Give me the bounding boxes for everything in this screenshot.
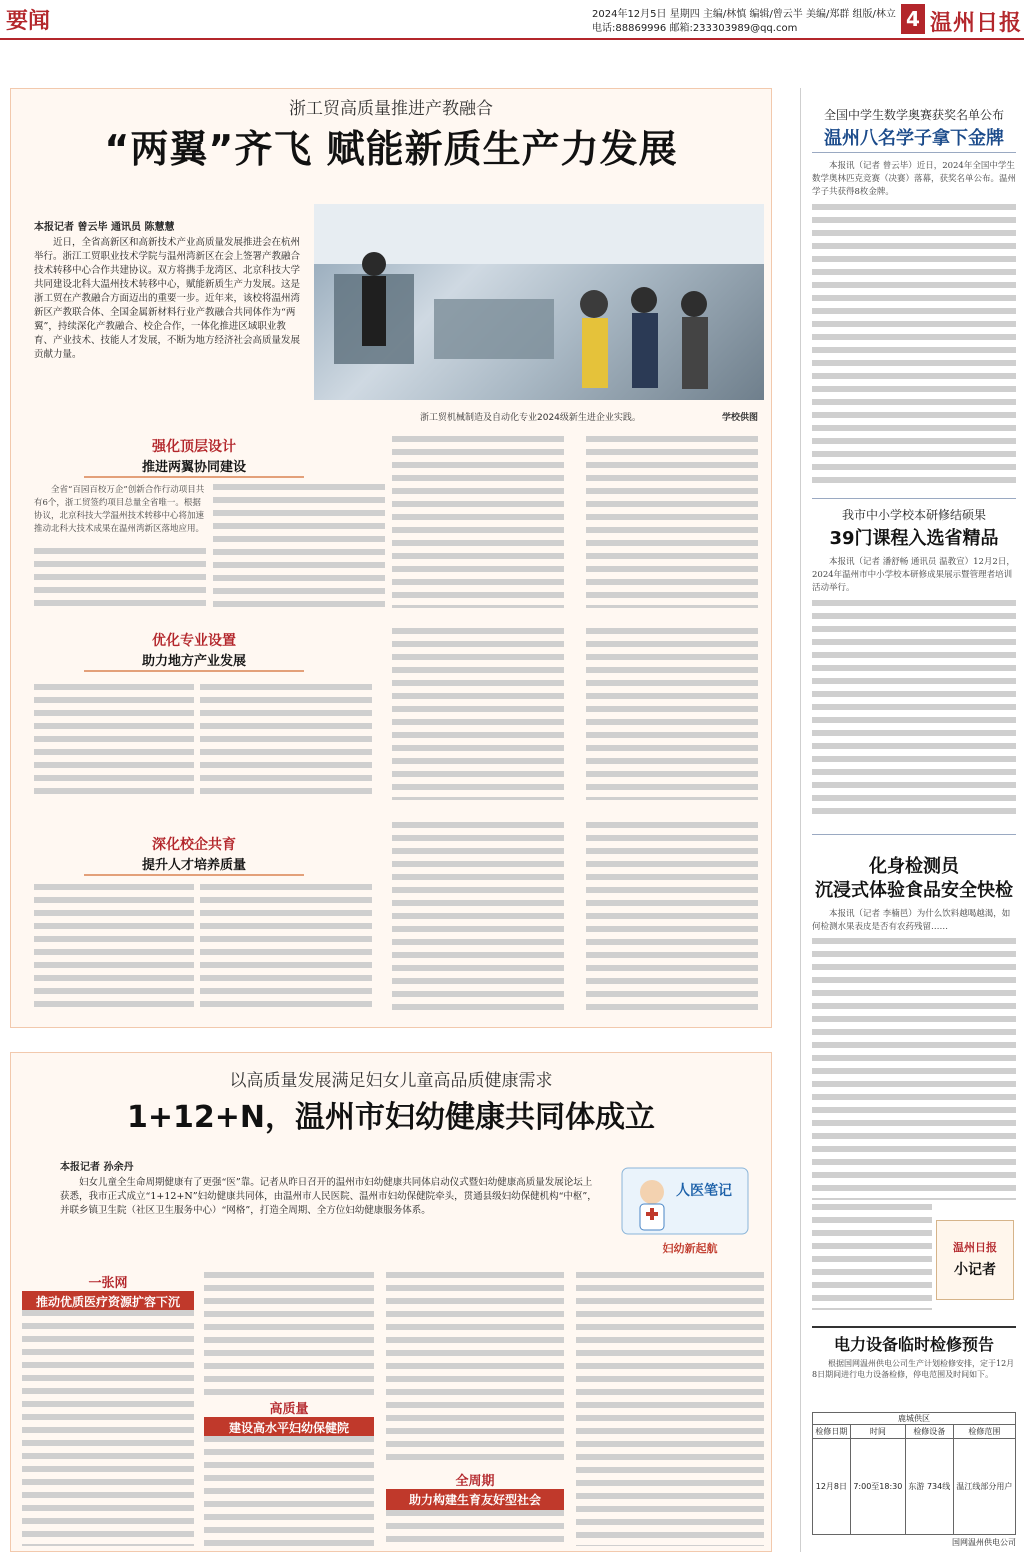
- text-column: [812, 1204, 932, 1310]
- text-column: [213, 484, 385, 608]
- maintenance-table: [812, 1424, 1016, 1535]
- text-column: [812, 938, 1016, 1200]
- subhead-kicker: 强化顶层设计: [152, 439, 236, 455]
- right-item4-headline: 电力设备临时检修预告: [833, 1335, 994, 1354]
- story1-photo-credit: 学校供图: [722, 413, 759, 423]
- story1-subhead-3: [84, 834, 304, 876]
- subhead-title: 推动优质医疗资源扩容下沉: [22, 1291, 194, 1312]
- story2-subhead-1: [22, 1272, 194, 1312]
- text-column: [586, 822, 758, 1014]
- subhead-title: 提升人才培养质量: [141, 858, 246, 873]
- badge-title: 人医笔记: [676, 1183, 732, 1199]
- story1-subhead-1: [84, 436, 304, 478]
- right-item2-kicker: 我市中小学校本研修结硕果: [841, 508, 986, 522]
- right-item3-text: 本报讯（记者 李楠邑）为什么饮料越喝越渴，如何检测水果表皮是否有农药残留……: [812, 909, 1011, 932]
- story2-headline: 1+12+N，温州市妇幼健康共同体成立: [126, 1100, 655, 1135]
- text-column: [200, 884, 372, 1014]
- section-title: 要闻: [6, 9, 51, 34]
- right-item1-kicker: 全国中学生数学奥赛获奖名单公布: [823, 108, 1004, 122]
- kids-reporter-stamp: [936, 1220, 1014, 1300]
- subhead-title: 助力构建生育友好型社会: [386, 1489, 564, 1510]
- table-title: 鹿城供区: [812, 1412, 1016, 1424]
- factory-scene-illustration: [314, 204, 764, 400]
- text-column: [392, 628, 564, 800]
- text-column: [34, 884, 194, 1014]
- divider: [812, 834, 1016, 835]
- story1-subhead-2: [84, 630, 304, 672]
- header-rule: [0, 38, 1024, 40]
- divider: [812, 1326, 1016, 1328]
- subhead-kicker: 全周期: [455, 1474, 495, 1489]
- text-column: [34, 684, 194, 800]
- right-item2-text: 本报讯（记者 潘舒畅 通讯员 温教宣）12月2日，2024年温州市中小学校本研修成果展示暨管理者培训活动举行。: [812, 557, 1015, 593]
- story2-subhead-2: [204, 1398, 374, 1438]
- right-item1-text: 本报讯（记者 曾云毕）近日，2024年全国中学生数学奥林匹克竞赛（决赛）落幕，获奖名单公布。温州学子共获得8枚金牌。: [812, 161, 1016, 197]
- column-header: 检修设备: [905, 1425, 953, 1439]
- text-column: [34, 548, 206, 608]
- text-column: [386, 1272, 564, 1462]
- column-header: 时间: [850, 1425, 905, 1439]
- text-column: [386, 1510, 564, 1546]
- text-column: [204, 1272, 374, 1396]
- story1-headline: “两翼”齐飞 赋能新质生产力发展: [104, 127, 678, 171]
- story1-photo-caption: 浙工贸机械制造及自动化专业2024级新生进企业实践。: [420, 413, 641, 423]
- subhead-title: 推进两翼协同建设: [141, 460, 246, 475]
- contact-line: 电话:88869996 邮箱:233303989@qq.com: [592, 23, 798, 34]
- text-column: [392, 822, 564, 1014]
- story2-byline: 本报记者 孙余丹: [60, 1162, 134, 1173]
- text-column: [576, 1272, 764, 1546]
- right-item4-table-wrap: [812, 1412, 1016, 1548]
- right-item3-headline-2: 沉浸式体验食品安全快检: [815, 880, 1013, 901]
- subhead-kicker: 高质量: [269, 1402, 309, 1417]
- text-column: [204, 1436, 374, 1546]
- table-row: [813, 1439, 1016, 1535]
- table-cell: 12月8日: [813, 1439, 851, 1535]
- text-column: [586, 436, 758, 608]
- column-header: 检修日期: [813, 1425, 851, 1439]
- right-item1-headline: 温州八名学子拿下金牌: [824, 128, 1004, 149]
- editor-line: 2024年12月5日 星期四 主编/林慎 编辑/曾云半 美编/郑群 组版/林立: [592, 9, 896, 20]
- divider: [812, 152, 1016, 153]
- table-cell: 东游 734线: [905, 1439, 953, 1535]
- subhead-title: 建设高水平妇幼保健院: [204, 1417, 374, 1438]
- text-column: [812, 204, 1016, 488]
- right-item2-headline: 39门课程入选省精品: [829, 528, 999, 549]
- subhead-kicker: 深化校企共育: [152, 837, 236, 853]
- story2-kicker: 以高质量发展满足妇女儿童高品质健康需求: [229, 1071, 553, 1091]
- text-column: [200, 684, 372, 800]
- story1-byline: 本报记者 曾云毕 通讯员 陈慧慧: [34, 222, 175, 233]
- text-column: [392, 436, 564, 608]
- subhead-kicker: 一张网: [88, 1276, 128, 1291]
- text-column: [812, 600, 1016, 816]
- story1-kicker: 浙工贸高质量推进产教融合: [289, 99, 493, 119]
- table-header-row: [813, 1425, 1016, 1439]
- text-column: [586, 628, 758, 800]
- badge-subtitle: 妇幼新起航: [662, 1242, 718, 1255]
- subhead-kicker: 优化专业设置: [152, 633, 236, 649]
- stamp-text: 小记者: [954, 1262, 996, 1278]
- table-footer: 国网温州供电公司: [952, 1538, 1016, 1547]
- sample-paragraph: 全省“百园百校万企”创新合作行动项目共有6个，浙工贸签约项目总量全省唯一。根据协议，北京科技大学温州技术转移中心将加速推动北科大技术成果在温州湾新区落地应用。: [34, 485, 205, 534]
- story2-lead: 妇女儿童全生命周期健康有了更强“医”靠。记者从昨日召开的温州市妇幼健康共同体启动仪式暨妇幼健康高质量发展论坛上获悉，我市正式成立“1+12+N”妇幼健康共同体，由温州市人民医院、温州市妇幼保健院牵头，贯通县级妇幼保健机构“中枢”，并联乡镇卫生院（社区卫生服务中心）“网格”，打造全周期、全方位妇幼健康服务体系。: [60, 1177, 597, 1216]
- table-cell: 7:00至18:30: [850, 1439, 905, 1535]
- story1-lead: 近日，全省高新区和高新技术产业高质量发展推进会在杭州举行。浙江工贸职业技术学院与温州湾新区在会上签署产教融合技术转移中心合作共建协议。双方将携手龙湾区、北京科技大学共同建设北科大温州技术转移中心，赋能新质生产力发展。这是浙工贸在产教融合方面迈出的重要一步。近年来，该校将温州湾新区产教联合体、全国金属新材料行业产教融合共同体作为“两翼”，持续深化产教融合、校企合作，一体化推进区域职业教育、产业技术、技能人才发展，不断为地方经济社会高质量发展贡献力量。: [34, 237, 301, 360]
- page-number: 4: [901, 4, 925, 34]
- story1-photo: [314, 204, 764, 400]
- right-item4-text: 根据国网温州供电公司生产计划检修安排，定于12月8日期间进行电力设备检修，停电范围及时间如下。: [812, 1359, 1015, 1379]
- story2-badge: [620, 1166, 750, 1266]
- subhead-title: 助力地方产业发展: [141, 654, 246, 669]
- stamp-logo: 温州日报: [953, 1241, 997, 1254]
- right-column-rule: [800, 88, 801, 1552]
- story2-subhead-3: [386, 1470, 564, 1510]
- text-column: [22, 1310, 194, 1546]
- masthead-info: [592, 8, 896, 36]
- newspaper-logo: 温州日报: [930, 10, 1023, 36]
- right-item3-headline-1: 化身检测员: [869, 856, 959, 877]
- divider: [812, 498, 1016, 499]
- column-header: 检修范围: [953, 1425, 1015, 1439]
- doctor-illustration-icon: [620, 1166, 750, 1236]
- table-cell: 温江线部分用户: [953, 1439, 1015, 1535]
